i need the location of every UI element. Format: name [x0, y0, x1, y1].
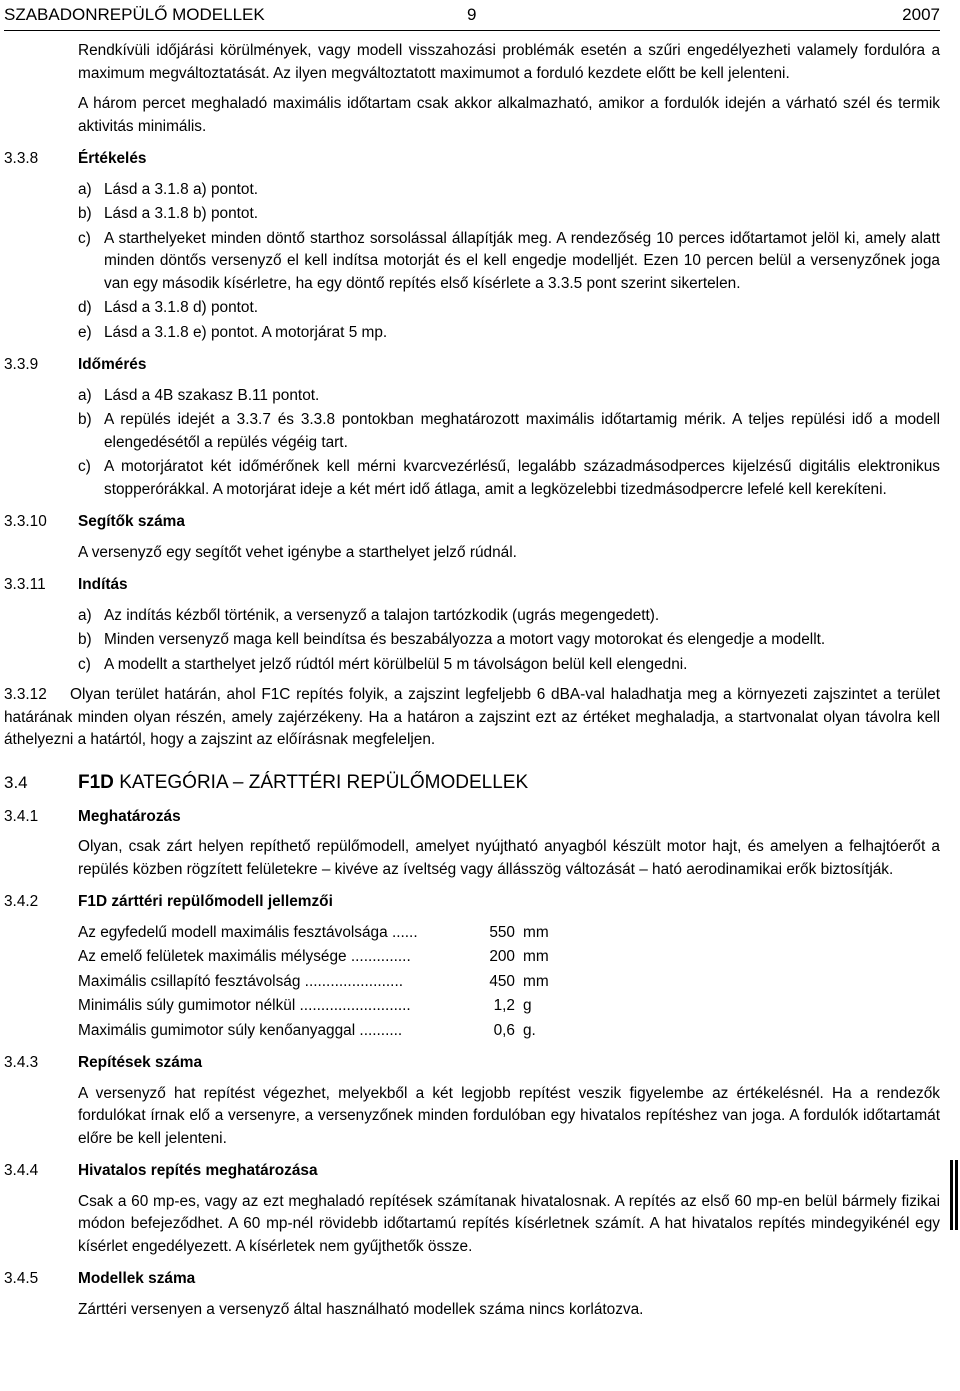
section-number: 3.4.3	[4, 1054, 39, 1071]
section-3-3-11-heading	[4, 574, 940, 597]
item-label: b)	[78, 631, 92, 648]
list-item	[78, 605, 940, 628]
item-text: Minden versenyző maga kell beindítsa és beszabályozza a motort vagy motorokat és elengedje a modellt.	[104, 631, 826, 648]
spec-unit: g	[523, 997, 532, 1014]
item-text: Lásd a 3.1.8 e) pontot. A motorjárat 5 mp.	[104, 323, 388, 341]
section-3-3-8-list	[78, 179, 940, 345]
section-title: Indítás	[78, 576, 128, 593]
spec-value: 450	[489, 972, 515, 990]
item-label: e)	[78, 323, 92, 341]
item-text: Az indítás kézből történik, a versenyző a talajon tartózkodik (ugrás megengedett).	[104, 606, 660, 624]
section-3-3-12	[4, 684, 940, 752]
spec-unit: g.	[523, 1021, 536, 1039]
item-text: Lásd a 4B szakasz B.11 pontot.	[104, 386, 320, 404]
section-number: 3.4.2	[4, 893, 39, 910]
section-3-3-11-list	[78, 605, 940, 677]
change-bar-marker	[950, 1160, 958, 1230]
section-3-3-8-heading	[4, 148, 940, 171]
section-number: 3.4	[4, 772, 28, 792]
list-item	[78, 228, 940, 296]
item-text: A starthelyeket minden döntő starthoz sorsolással állapítják meg. A rendezőség 10 perces időtartamot jelöl ki, amely alatt minden döntős versenyző el kell indítsa motorját és el kell engedje modelljét. Ezen 10 percen belül a versenyzőnek joga van egy második kísérletre, ha egy döntő repítés első kísérlete a 3.3.5 pont szerint sikertelen.	[104, 229, 940, 292]
section-number: 3.3.11	[4, 576, 46, 593]
section-3-4-1-text: Olyan, csak zárt helyen repíthető repülőmodell, amelyet nyújtható anyagból készült motor hajt, és amelyen a felhajtóerőt a repülés közben rögzített felületekre – kivéve az íveltség vagy állásszög változását – ható aerodinamikai erők biztosítják.	[78, 838, 940, 878]
page-header	[4, 4, 940, 28]
intro-paragraph-1: Rendkívüli időjárási körülmények, vagy modell visszahozási problémák esetén a szűri engedélyezheti valamely fordulóra a maximum megváltoztatását. Az ilyen megváltoztatott maximumot a forduló kezdete előtt be kell jelenteni.	[78, 42, 940, 82]
section-number: 3.3.12	[4, 686, 47, 703]
item-label: a)	[78, 606, 92, 624]
list-item	[78, 322, 940, 345]
section-3-4-4-text: Csak a 60 mp-es, vagy az ezt meghaladó repítések számítanak hivatalosnak. A repítés az első 60 mp-en belül bármely fizikai módon befejeződhet. A 60 mp-nél rövidebb időtartamú repítés kísérletnek számít. A hat hivatalos repítés mindegyikénél egy kísérlet engedélyezett. A kísérletek nem gyűjthetők össze.	[78, 1192, 940, 1255]
section-3-3-10-heading	[4, 511, 940, 534]
section-title: Repítések száma	[78, 1054, 203, 1071]
section-3-4-1-heading	[4, 806, 940, 829]
section-3-3-10-text: A versenyző egy segítőt vehet igénybe a starthelyet jelző rúdnál.	[78, 543, 517, 561]
spec-row	[78, 946, 568, 969]
item-label: c)	[78, 655, 91, 673]
section-title: Meghatározás	[78, 807, 181, 825]
section-title: Hivatalos repítés meghatározása	[78, 1162, 318, 1179]
intro-paragraph-2: A három percet meghaladó maximális időtartam csak akkor alkalmazható, amikor a fordulók idején a várható szél és termik aktivitás minimális.	[78, 95, 940, 135]
item-text: A motorjáratot két időmérőnek kell mérni kvarcvezérlésű, legalább századmásodperces kijelzésű digitális elektronikus stopperórákkal. A motorjárat ideje a két mért idő átlaga, amit a legközelebbi tizedmásodpercre lefelé kell kerekíteni.	[104, 458, 940, 498]
spec-key: Minimális súly gumimotor nélkül ..........................	[78, 997, 411, 1014]
item-text: Lásd a 3.1.8 a) pontot.	[104, 180, 259, 198]
list-item	[78, 456, 940, 501]
spec-value: 1,2	[493, 997, 515, 1014]
item-label: a)	[78, 386, 92, 404]
header-title: SZABADONREPÜLŐ MODELLEK	[4, 5, 265, 24]
header-year: 2007	[902, 5, 940, 24]
spec-unit: mm	[523, 948, 549, 965]
list-item	[78, 385, 940, 408]
section-3-4-4-heading	[4, 1160, 940, 1183]
list-item	[78, 409, 940, 454]
section-3-3-9-list	[78, 385, 940, 502]
section-number: 3.4.5	[4, 1270, 39, 1287]
item-text: Lásd a 3.1.8 b) pontot.	[104, 205, 259, 222]
section-3-4-heading	[4, 770, 940, 796]
spec-key: Maximális csillapító fesztávolság .......................	[78, 972, 404, 990]
section-number: 3.4.4	[4, 1162, 39, 1179]
spec-value: 0,6	[493, 1021, 515, 1039]
category-code: F1D	[78, 771, 114, 793]
section-number: 3.3.9	[4, 356, 39, 373]
item-label: a)	[78, 180, 92, 198]
section-title: Segítők száma	[78, 513, 185, 530]
list-item	[78, 179, 940, 202]
section-title: Modellek száma	[78, 1270, 196, 1287]
list-item	[78, 297, 940, 320]
spec-row	[78, 1020, 568, 1043]
section-number: 3.3.8	[4, 150, 39, 167]
section-title: F1D zárttéri repülőmodell jellemzői	[78, 893, 333, 910]
spec-table	[78, 922, 940, 1043]
section-3-4-3-text: A versenyző hat repítést végezhet, melyekből a két legjobb repítést veszik figyelembe az értékelésnél. Ha a rendezők fordulókat írnak elő a versenyre, a versenyzőnek minden fordulóban egy hivatalos repítéshez van joga. A fordulók időtartamát előre be kell jelenteni.	[78, 1084, 940, 1147]
spec-row	[78, 995, 568, 1018]
item-text: A modellt a starthelyet jelző rúdtól mért körülbelül 5 m távolságon belül kell elengedni.	[104, 655, 688, 673]
section-3-4-3-heading	[4, 1052, 940, 1075]
spec-row	[78, 922, 568, 945]
section-title: Időmérés	[78, 356, 147, 373]
item-text: A repülés idejét a 3.3.7 és 3.3.8 pontokban meghatározott maximális időtartamig mérik. A teljes repülési idő a modell elengedésétől a repülés végéig tart.	[104, 411, 940, 451]
spec-value: 550	[489, 923, 515, 941]
section-title: Értékelés	[78, 150, 147, 167]
item-label: d)	[78, 299, 92, 316]
section-3-4-5-text: Zárttéri versenyen a versenyző által használható modellek száma nincs korlátozva.	[78, 1300, 644, 1318]
section-3-4-5-heading	[4, 1268, 940, 1291]
section-3-4-2-heading	[4, 891, 940, 914]
section-3-3-12-text: Olyan terület határán, ahol F1C repítés folyik, a zajszint legfeljebb 6 dBA-val haladhatja meg a környezeti zajszintet a terület határának minden olyan részén, amely zajérzékeny. Ha a határon a zajszint ezt az értéket meghaladja, a startvonalat olyan távolra kell áthelyezni a határtól, hogy a zajszint az előírásnak megfeleljen.	[4, 686, 940, 748]
header-rule	[4, 30, 940, 31]
section-number: 3.4.1	[4, 807, 39, 825]
spec-value: 200	[489, 948, 515, 965]
spec-key: Maximális gumimotor súly kenőanyaggal ..........	[78, 1021, 403, 1039]
spec-row	[78, 971, 568, 994]
list-item	[78, 203, 940, 226]
item-text: Lásd a 3.1.8 d) pontot.	[104, 299, 259, 316]
page-body	[4, 40, 940, 1321]
section-title: KATEGÓRIA – ZÁRTTÉRI REPÜLŐMODELLEK	[119, 771, 529, 793]
page-number: 9	[467, 5, 477, 24]
item-label: c)	[78, 458, 91, 475]
item-label: b)	[78, 205, 92, 222]
section-number: 3.3.10	[4, 513, 47, 530]
list-item	[78, 629, 940, 652]
spec-key: Az emelő felületek maximális mélysége ..............	[78, 948, 411, 965]
list-item	[78, 654, 940, 677]
section-3-3-9-heading	[4, 354, 940, 377]
spec-unit: mm	[523, 923, 549, 941]
item-label: b)	[78, 411, 92, 428]
spec-unit: mm	[523, 972, 549, 990]
item-label: c)	[78, 229, 91, 247]
spec-key: Az egyfedelű modell maximális fesztávolsága ......	[78, 923, 418, 941]
